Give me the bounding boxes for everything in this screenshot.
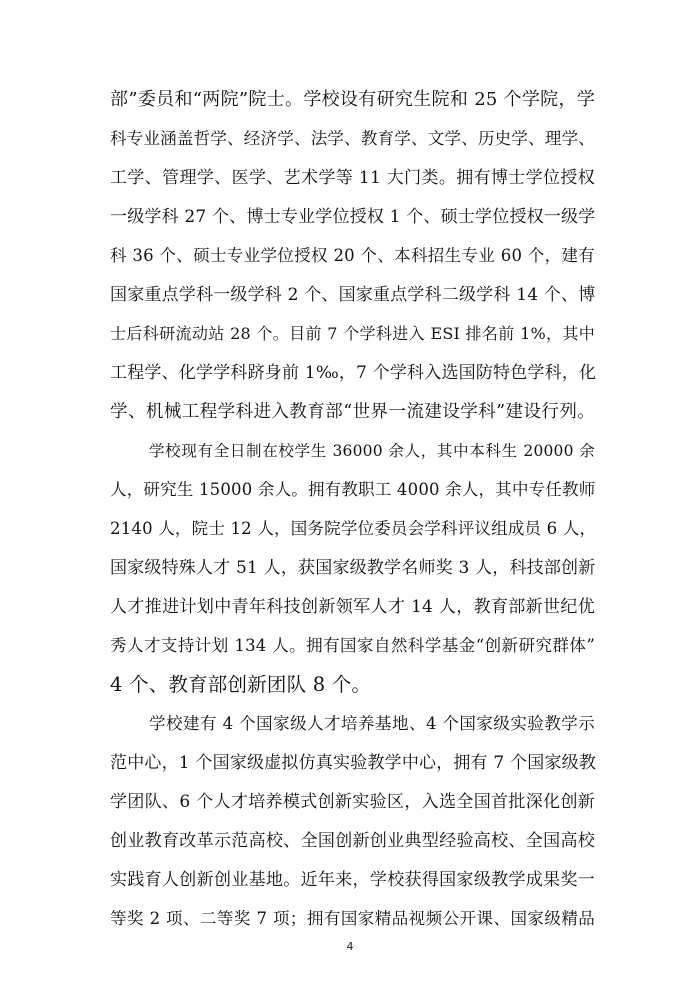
text-line: 学团队、6 个人才培养模式创新实验区，入选全国首批深化创新: [110, 792, 595, 812]
text-line: 秀人才支持计划 134 人。拥有国家自然科学基金“创新研究群体”: [110, 636, 595, 655]
text-line: 创业教育改革示范高校、全国创新创业典型经验高校、全国高校: [110, 831, 595, 851]
text-line: 科 36 个、硕士专业学位授权 20 个、本科招生专业 60 个，建有: [110, 246, 595, 265]
text-line: 国家级特殊人才 51 人，获国家级教学名师奖 3 人，科技部创新: [110, 558, 596, 578]
text-line: 实践育人创新创业基地。近年来，学校获得国家级教学成果奖一: [110, 870, 595, 890]
text-line: 2140 人，院士 12 人，国务院学位委员会学科评议组成员 6 人，: [110, 519, 597, 538]
text-line: 工学、管理学、医学、艺术学等 11 大门类。拥有博士学位授权: [110, 168, 595, 188]
text-line: 人，研究生 15000 余人。拥有教职工 4000 余人，其中专任教师: [110, 480, 596, 499]
page-number: 4: [346, 940, 354, 953]
text-line: 学校建有 4 个国家级人才培养基地、4 个国家级实验教学示: [149, 714, 595, 733]
text-line: 范中心，1 个国家级虚拟仿真实验教学中心，拥有 7 个国家级教: [110, 753, 597, 773]
text-line: 部”委员和“两院”院士。学校设有研究生院和 25 个学院，学: [110, 89, 595, 110]
text-line: 工程学、化学学科跻身前 1‰，7 个学科入选国防特色学科，化: [110, 363, 597, 383]
text-line: 士后科研流动站 28 个。目前 7 个学科进入 ESI 排名前 1%，其中: [110, 324, 595, 343]
text-line: 国家重点学科一级学科 2 个、国家重点学科二级学科 14 个、博: [110, 285, 596, 305]
text-line: 人才推进计划中青年科技创新领军人才 14 人，教育部新世纪优: [110, 597, 595, 617]
text-line: 4 个、教育部创新团队 8 个。: [110, 673, 372, 696]
text-line: 科专业涵盖哲学、经济学、法学、教育学、文学、历史学、理学、: [110, 129, 595, 148]
text-line: 学、机械工程学科进入教育部“世界一流建设学科”建设行列。: [110, 402, 595, 422]
text-line: 学校现有全日制在校学生 36000 余人，其中本科生 20000 余: [149, 442, 595, 460]
text-line: 一级学科 27 个、博士专业学位授权 1 个、硕士学位授权一级学: [110, 207, 596, 227]
text-line: 等奖 2 项、二等奖 7 项；拥有国家精品视频公开课、国家级精品: [110, 909, 595, 928]
